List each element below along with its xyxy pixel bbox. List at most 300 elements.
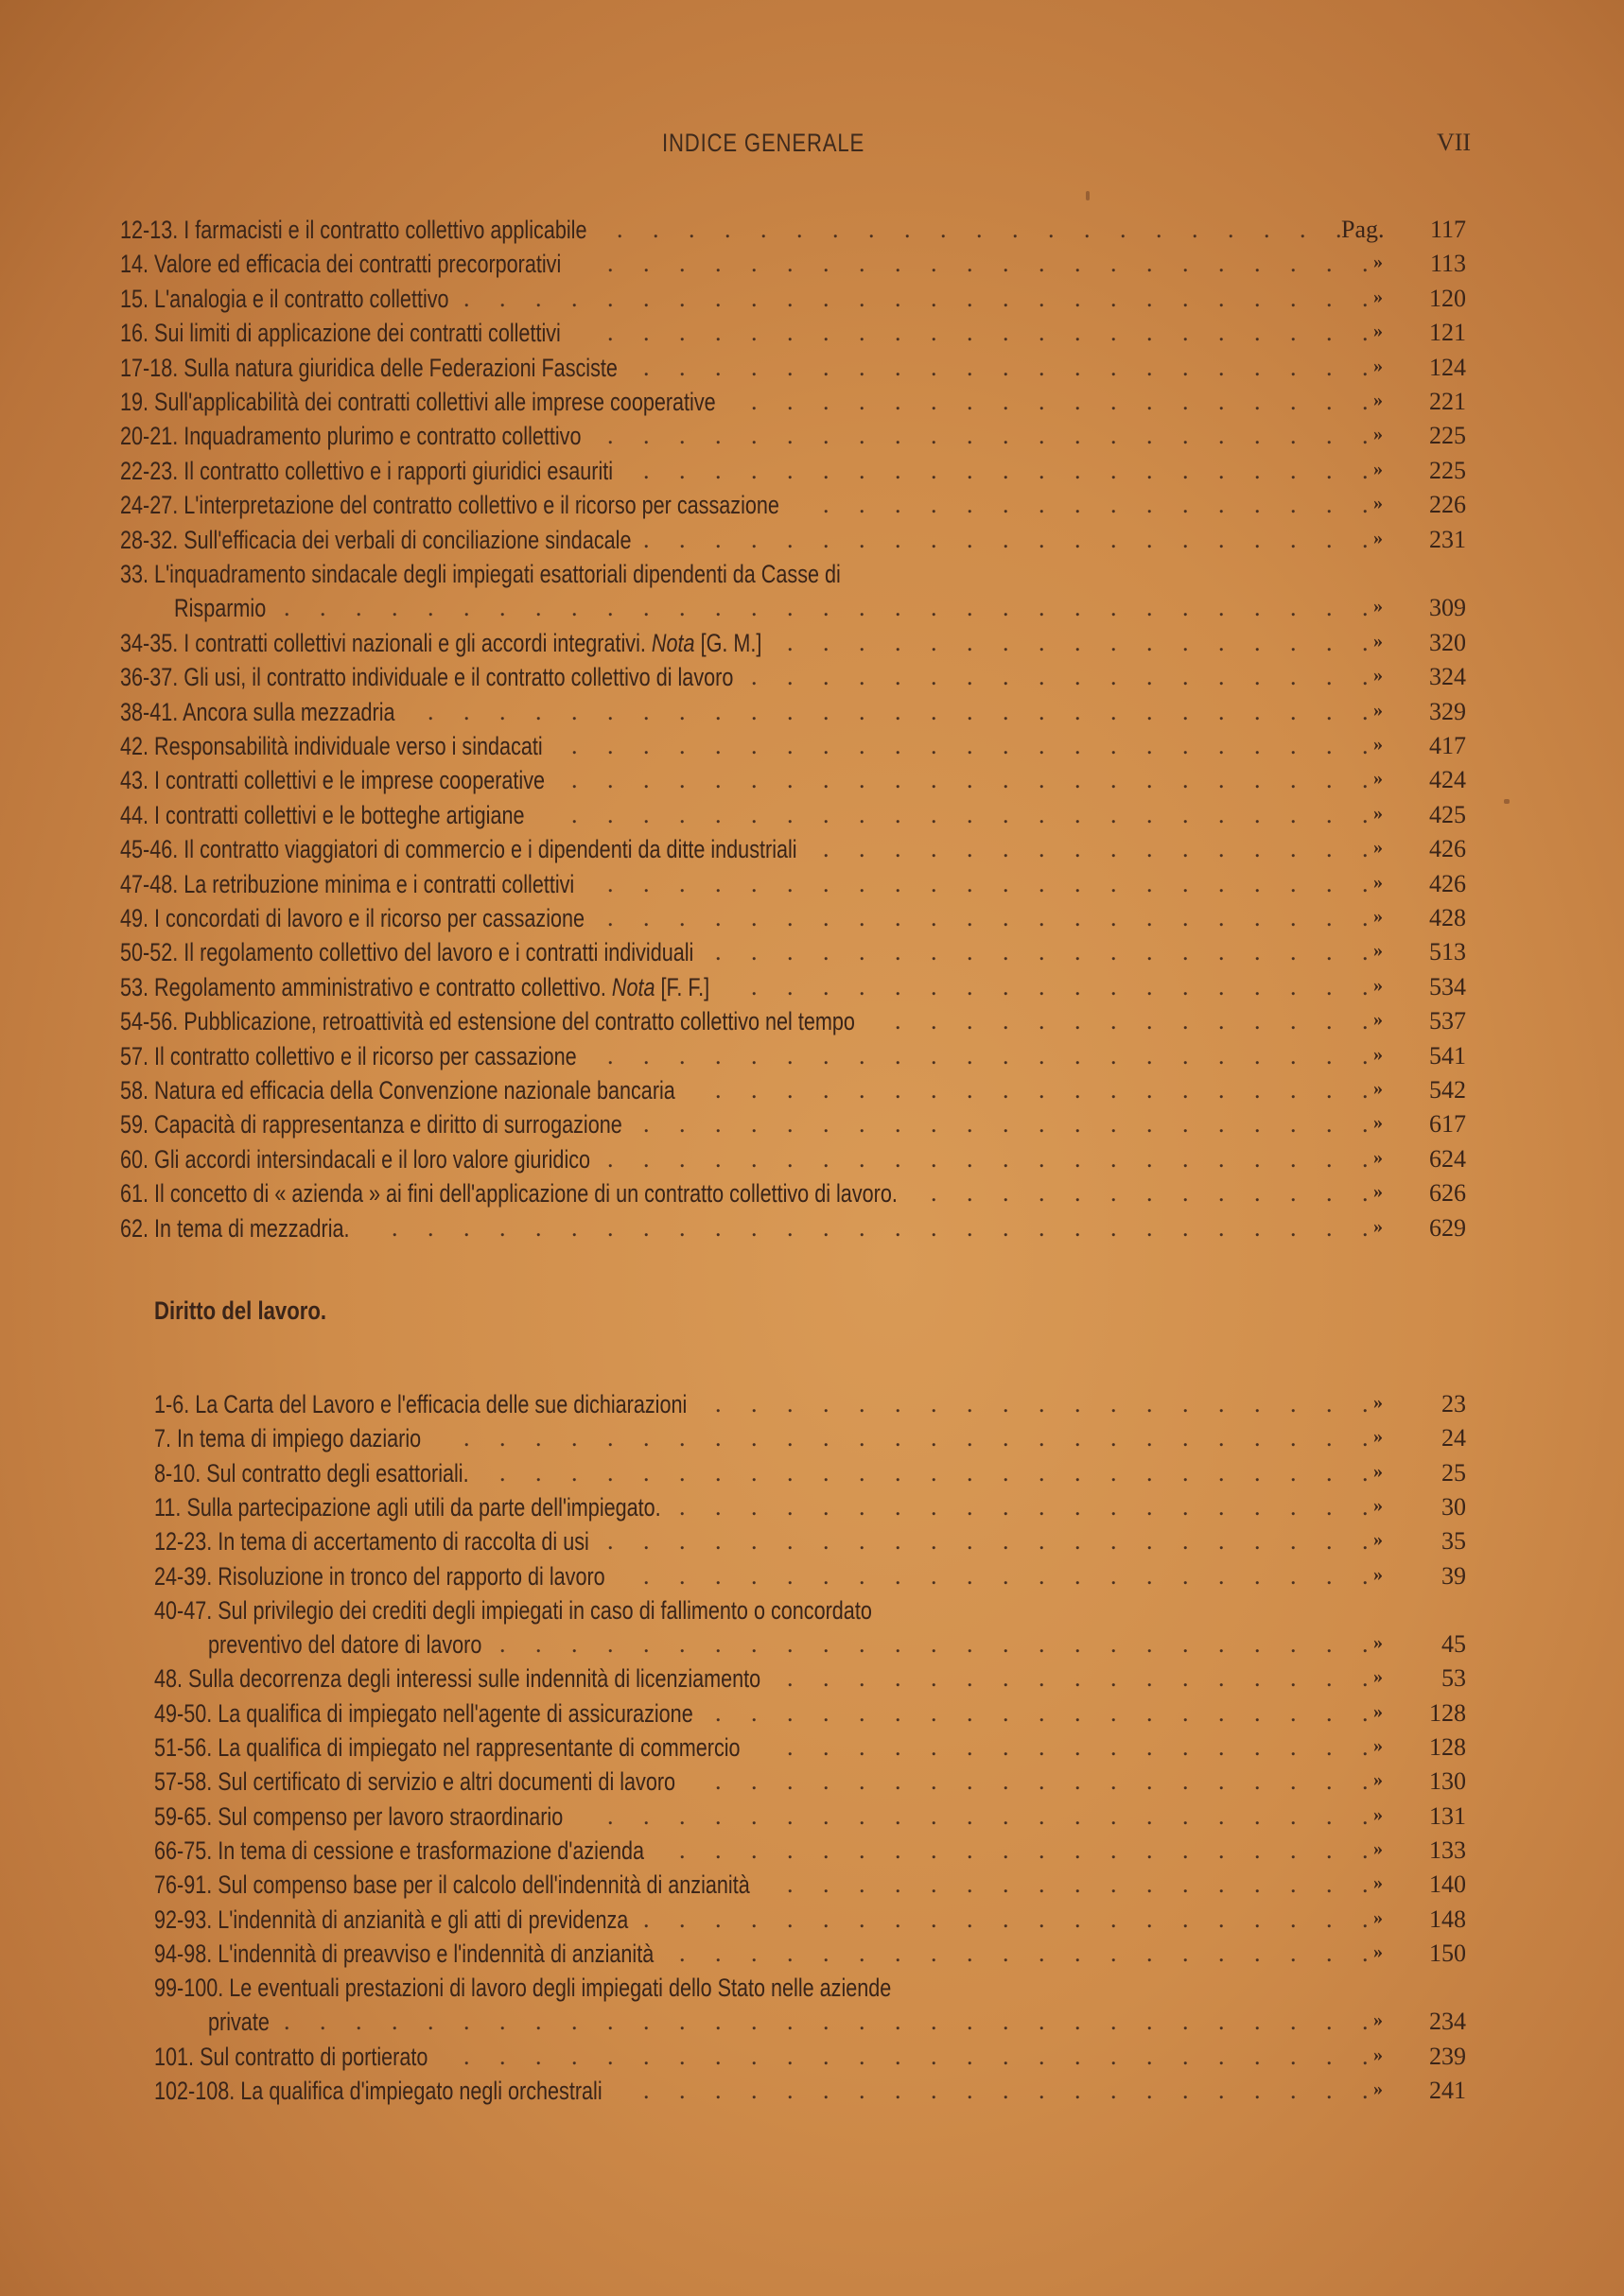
leader-dot: .: [1039, 835, 1045, 863]
entry-note: Nota: [651, 628, 695, 657]
ditto-mark: »: [1373, 699, 1383, 721]
leader-dot: .: [571, 1458, 578, 1487]
leader-dot: .: [967, 1630, 973, 1659]
leader-dot: .: [1326, 1561, 1333, 1590]
leader-dot: .: [643, 284, 650, 312]
leader-dot: .: [1146, 456, 1153, 484]
leader-dot: .: [1326, 1698, 1333, 1727]
leader-dot: .: [1146, 1801, 1153, 1830]
leader-dot: .: [1146, 1144, 1153, 1173]
leader-dot: .: [715, 594, 722, 622]
ditto-mark: »: [1373, 1872, 1383, 1894]
leader-dot: .: [751, 732, 758, 759]
toc-entry[interactable]: [0, 1424, 1624, 1460]
leader-dot: .: [1290, 732, 1297, 759]
leader-dot: .: [1074, 1007, 1081, 1035]
leader-dot: .: [1003, 456, 1009, 484]
leader-dot: .: [1254, 388, 1261, 415]
toc-entry[interactable]: [0, 835, 1624, 871]
leader-dot: .: [1254, 525, 1261, 553]
toc-entry-continuation[interactable]: [0, 594, 1624, 630]
leader-dot: .: [859, 835, 865, 863]
leader-dot: .: [679, 1801, 686, 1830]
toc-entry[interactable]: [0, 2043, 1624, 2079]
leader-dot: .: [1326, 456, 1333, 484]
toc-entry[interactable]: [0, 732, 1624, 768]
entry-title-text: Sul privilegio dei crediti degli impiegati in caso di fallimento o concordato: [218, 1595, 872, 1625]
leader-dot: .: [1218, 1424, 1225, 1452]
entry-title: [154, 1733, 741, 1763]
entry-title-continuation: preventivo del datore di lavoro: [208, 1630, 482, 1660]
leader-dot: .: [1003, 319, 1009, 347]
leader-dot: .: [823, 1213, 829, 1242]
leader-dot: .: [643, 904, 650, 931]
entry-title: [154, 2077, 602, 2106]
toc-entry[interactable]: [0, 526, 1624, 562]
leader-dot: .: [751, 1041, 758, 1070]
leader-dot: .: [1110, 1041, 1117, 1070]
leader-dot: .: [895, 1458, 901, 1487]
leader-dot: .: [607, 904, 614, 931]
leader-dot: .: [859, 1144, 865, 1173]
page-number: 234: [1429, 2008, 1466, 2036]
entry-number: 45-46.: [120, 835, 179, 864]
leader-dot: .: [1182, 1939, 1189, 1967]
entry-number: 42.: [120, 732, 149, 760]
toc-entry[interactable]: [0, 2077, 1624, 2113]
leader-dot: .: [1326, 732, 1333, 759]
leader-dot: .: [1290, 594, 1297, 622]
leader-dot: .: [931, 1527, 937, 1556]
leader-dot: .: [679, 800, 686, 828]
leader-dot: .: [1110, 697, 1117, 725]
leader-dot: .: [1110, 1213, 1117, 1242]
leader-dot: .: [1146, 2008, 1153, 2036]
entry-title-text: Valore ed efficacia dei contratti precorporativi: [154, 250, 562, 279]
page-number: 426: [1429, 869, 1466, 897]
toc-entry[interactable]: [0, 973, 1624, 1009]
leader-dot: .: [787, 1939, 794, 1967]
leader-dot: .: [535, 2008, 542, 2036]
toc-entry[interactable]: [0, 1699, 1624, 1735]
leader-dot: .: [571, 732, 578, 759]
toc-entry[interactable]: [0, 422, 1624, 458]
leader-dot: .: [1182, 2042, 1189, 2070]
leader-dot: .: [1146, 1561, 1153, 1590]
leader-dot: .: [931, 766, 937, 794]
toc-entry[interactable]: [0, 1007, 1624, 1043]
toc-entry[interactable]: [0, 698, 1624, 734]
leader-dot: .: [895, 594, 901, 622]
leader-dot: .: [607, 1144, 614, 1173]
leader-dot: .: [967, 800, 973, 828]
leader-dot: .: [1074, 1870, 1081, 1899]
leader-dot: .: [931, 250, 937, 278]
leader-dot: .: [751, 1424, 758, 1452]
leader-dot: .: [1254, 972, 1261, 1000]
leader-dot: .: [895, 1870, 901, 1899]
leader-dot: .: [1074, 1905, 1081, 1933]
leader-dot: .: [679, 525, 686, 553]
toc-entry-continuation[interactable]: [0, 2008, 1624, 2044]
leader-dot: .: [1326, 594, 1333, 622]
page-number: 542: [1429, 1076, 1466, 1104]
leader-dot: .: [679, 766, 686, 794]
leader-dot: .: [895, 628, 901, 656]
leader-dot: .: [607, 422, 614, 450]
toc-entry[interactable]: [0, 560, 1624, 596]
leader-dot: .: [1290, 1561, 1297, 1590]
leader-dot: .: [1218, 422, 1225, 450]
leader-dot: .: [1039, 388, 1045, 415]
toc-entry[interactable]: [0, 904, 1624, 940]
leader-dot: .: [715, 2008, 722, 2036]
leader-dot: .: [1110, 2077, 1117, 2104]
leader-dot: .: [1146, 525, 1153, 553]
leader-dot: .: [751, 1630, 758, 1659]
page-number: 225: [1429, 456, 1466, 484]
leader-dot: .: [787, 353, 794, 381]
leader-dot: .: [1182, 1492, 1189, 1521]
entry-number: 12-23.: [154, 1527, 213, 1557]
leader-dot: .: [1362, 938, 1369, 966]
leader-dot: .: [715, 904, 722, 931]
entry-title-text: Sulla natura giuridica delle Federazioni Fasciste: [183, 353, 618, 382]
entry-number: 7.: [154, 1424, 172, 1453]
leader-dot: .: [1254, 904, 1261, 931]
leader-dot: .: [859, 904, 865, 931]
leader-dot: .: [463, 1213, 470, 1242]
ditto-mark: »: [1373, 1392, 1383, 1413]
leader-dot: .: [1362, 1007, 1369, 1035]
leader-dot: .: [1074, 1144, 1081, 1173]
toc-entry[interactable]: [0, 457, 1624, 493]
ditto-mark: »: [1373, 355, 1383, 376]
entry-number: 94-98.: [154, 1939, 213, 1968]
leader-dot: .: [1362, 1144, 1369, 1173]
toc-entry[interactable]: [0, 1562, 1624, 1598]
leader-dot: .: [1254, 2008, 1261, 2036]
leader-dot: .: [787, 1492, 794, 1521]
toc-entry[interactable]: [0, 1939, 1624, 1975]
leader-dot: .: [859, 250, 865, 278]
leader-dot: .: [1362, 732, 1369, 759]
ditto-mark: »: [1373, 2079, 1383, 2099]
ditto-mark: »: [1373, 1181, 1383, 1203]
leader-dot: .: [715, 1110, 722, 1139]
leader-dot: .: [1003, 491, 1009, 519]
leader-dot: .: [1362, 1527, 1369, 1556]
leader-dot: .: [787, 2077, 794, 2104]
toc-entry[interactable]: [0, 250, 1624, 286]
leader-dot: .: [1039, 1213, 1045, 1242]
leader-dot: .: [1182, 972, 1189, 1000]
entry-title-text: I concordati di lavoro e il ricorso per cassazione: [154, 904, 585, 932]
leader-dot: .: [1003, 766, 1009, 794]
entry-number: 60.: [120, 1144, 149, 1174]
leader-dot: .: [823, 1835, 829, 1864]
leader-dot: .: [1326, 1041, 1333, 1070]
leader-dot: .: [1110, 353, 1117, 381]
entry-number: 14.: [120, 250, 149, 279]
toc-entry[interactable]: [0, 1390, 1624, 1426]
entry-title: [120, 1042, 577, 1071]
page-number: 221: [1429, 388, 1466, 415]
leader-dot: .: [1039, 1041, 1045, 1070]
leader-dot: .: [967, 1801, 973, 1830]
entry-number: 16.: [120, 319, 149, 348]
leader-dot: .: [859, 2077, 865, 2104]
leader-dot: .: [787, 1767, 794, 1796]
toc-entry[interactable]: [0, 766, 1624, 802]
toc-entry-continuation[interactable]: [0, 1630, 1624, 1666]
leader-dot: .: [931, 628, 937, 656]
toc-entry[interactable]: [0, 1596, 1624, 1632]
toc-entry[interactable]: [0, 1870, 1624, 1906]
leader-dot: .: [679, 1939, 686, 1967]
toc-entry[interactable]: [0, 938, 1624, 974]
entry-title: [120, 870, 574, 899]
ditto-mark: »: [1373, 424, 1383, 445]
entry-title: [120, 216, 586, 245]
leader-dot: .: [967, 1905, 973, 1933]
leader-dot: .: [823, 1110, 829, 1139]
leader-dot: .: [1362, 1390, 1369, 1418]
leader-dot: .: [1074, 697, 1081, 725]
leader-dot: .: [1218, 1492, 1225, 1521]
leader-dot: .: [1182, 663, 1189, 691]
leader-dot: .: [1074, 1835, 1081, 1864]
leader-dot: .: [1218, 1390, 1225, 1418]
toc-entry[interactable]: [0, 1974, 1624, 2009]
leader-dot: .: [1290, 1076, 1297, 1104]
entry-number: 24-39.: [154, 1561, 213, 1591]
leader-dot: .: [859, 1630, 865, 1659]
entry-title-text: L'indennità di anzianità e gli atti di previdenza: [218, 1905, 629, 1934]
entry-title-text: Il contratto collettivo e il ricorso per cassazione: [154, 1041, 577, 1070]
leader-dot: .: [463, 284, 470, 312]
toc-entry[interactable]: [0, 1459, 1624, 1495]
entry-number: 19.: [120, 388, 149, 416]
leader-dot: .: [1074, 938, 1081, 966]
leader-dot: .: [823, 1870, 829, 1899]
leader-dot: .: [931, 1041, 937, 1070]
leader-dot: .: [895, 1390, 901, 1418]
leader-dot: .: [787, 800, 794, 828]
leader-dot: .: [823, 594, 829, 622]
leader-dot: .: [1003, 594, 1009, 622]
leader-dot: .: [1110, 250, 1117, 278]
leader-dot: .: [1290, 1179, 1297, 1208]
toc-entry[interactable]: [0, 1905, 1624, 1941]
leader-dot: .: [715, 422, 722, 450]
ditto-mark: »: [1373, 871, 1383, 893]
entry-title-text: Sull'applicabilità dei contratti collettivi alle imprese cooperative: [154, 388, 716, 416]
leader-dot: .: [859, 2008, 865, 2036]
page-number: 428: [1429, 904, 1466, 931]
leader-dot: .: [1362, 1424, 1369, 1452]
leader-dot: .: [1254, 1007, 1261, 1035]
ditto-mark: »: [1373, 906, 1383, 927]
toc-entry[interactable]: [0, 1042, 1624, 1078]
toc-entry[interactable]: [0, 629, 1624, 665]
leader-dot: .: [787, 1110, 794, 1139]
leader-dot: .: [967, 835, 973, 863]
leader-dot: .: [715, 1527, 722, 1556]
toc-entry[interactable]: [0, 1664, 1624, 1700]
leader-dot: .: [1254, 732, 1261, 759]
leader-dot: .: [967, 250, 973, 278]
toc-entry[interactable]: [0, 1767, 1624, 1803]
leader-dot: .: [931, 904, 937, 931]
leader-dot: .: [967, 1110, 973, 1139]
leader-dot: .: [1326, 697, 1333, 725]
leader-dot: .: [967, 938, 973, 966]
page-number: 226: [1429, 491, 1466, 519]
leader-dot: .: [715, 1076, 722, 1104]
leader-dot: .: [823, 2008, 829, 2036]
toc-entry[interactable]: [0, 388, 1624, 424]
toc-entry[interactable]: [0, 801, 1624, 837]
leader-dot: .: [643, 1144, 650, 1173]
leader-dot: .: [1290, 904, 1297, 931]
leader-dot: .: [1048, 216, 1055, 243]
leader-dot: .: [1218, 732, 1225, 759]
toc-entry[interactable]: [0, 1527, 1624, 1563]
page-number: 329: [1429, 697, 1466, 725]
toc-entry[interactable]: [0, 1214, 1624, 1250]
leader-dot: .: [1182, 1390, 1189, 1418]
leader-dot: .: [607, 732, 614, 759]
leader-dot: .: [895, 1527, 901, 1556]
toc-entry[interactable]: [0, 1493, 1624, 1529]
leader-dot: .: [931, 2042, 937, 2070]
toc-entry[interactable]: [0, 1110, 1624, 1146]
leader-dot: .: [931, 1390, 937, 1418]
entry-number: 57.: [120, 1041, 149, 1070]
entry-title: [120, 1214, 350, 1244]
leader-dot: .: [1003, 800, 1009, 828]
leader-dot: .: [1218, 1007, 1225, 1035]
leader-dot: .: [1218, 1213, 1225, 1242]
leader-dot: .: [787, 1664, 794, 1693]
entry-number: 62.: [120, 1213, 149, 1243]
leader-dot: .: [787, 1801, 794, 1830]
leader-dot: .: [715, 800, 722, 828]
entry-number: 99-100.: [154, 1974, 224, 2003]
toc-entry[interactable]: [0, 663, 1624, 699]
leader-dot: .: [679, 732, 686, 759]
leader-dot: .: [1290, 1424, 1297, 1452]
leader-dot: .: [751, 525, 758, 553]
leader-dot: .: [1290, 1630, 1297, 1659]
leader-dot: .: [823, 1424, 829, 1452]
ditto-mark: »: [1373, 1460, 1383, 1482]
toc-entry[interactable]: [0, 1076, 1624, 1112]
leader-dot: .: [751, 594, 758, 622]
toc-entry[interactable]: [0, 1179, 1624, 1215]
toc-entry[interactable]: [0, 354, 1624, 390]
toc-entry[interactable]: [0, 1836, 1624, 1872]
toc-entry[interactable]: [0, 491, 1624, 527]
leader-dot: .: [1290, 938, 1297, 966]
entry-title: [154, 1390, 687, 1419]
leader-dot: .: [859, 800, 865, 828]
leader-dot: .: [1326, 1664, 1333, 1693]
leader-dot: .: [1110, 1076, 1117, 1104]
leader-dot: .: [931, 1905, 937, 1933]
leader-dot: .: [1254, 1144, 1261, 1173]
leader-dot: .: [931, 422, 937, 450]
entry-number: 34-35.: [120, 628, 179, 657]
toc-entry[interactable]: [0, 319, 1624, 355]
leader-dot: .: [1039, 1630, 1045, 1659]
leader-dot: .: [1362, 1213, 1369, 1242]
leader-dot: .: [751, 1527, 758, 1556]
leader-dot: .: [1218, 663, 1225, 691]
toc-entry[interactable]: [0, 870, 1624, 906]
leader-dot: .: [787, 1630, 794, 1659]
leader-dot: .: [1182, 1561, 1189, 1590]
leader-dot: .: [679, 284, 686, 312]
leader-dot: .: [607, 1458, 614, 1487]
leader-dot: .: [895, 1939, 901, 1967]
entry-title-text: Sul compenso per lavoro straordinario: [218, 1801, 564, 1831]
leader-dot: .: [1326, 1076, 1333, 1104]
leader-dot: .: [1039, 938, 1045, 966]
toc-entry[interactable]: [0, 1145, 1624, 1181]
leader-dot: .: [1290, 1458, 1297, 1487]
leader-dot: .: [1003, 1801, 1009, 1830]
leader-dot: .: [643, 250, 650, 278]
leader-dot: .: [1074, 1939, 1081, 1967]
leader-dot: .: [1039, 2077, 1045, 2104]
toc-entry[interactable]: [0, 285, 1624, 321]
entry-title: [154, 1493, 661, 1522]
leader-dot: .: [715, 250, 722, 278]
leader-dot: .: [823, 2042, 829, 2070]
leader-dot: .: [499, 594, 506, 622]
leader-dot: .: [787, 2042, 794, 2070]
page-number: 417: [1429, 732, 1466, 759]
entry-title-text: Il contratto collettivo e i rapporti giuridici esauriti: [183, 456, 614, 485]
leader-dot: .: [1110, 1870, 1117, 1899]
entry-title: [154, 1802, 563, 1832]
entry-title-text: Sul contratto degli esattoriali.: [206, 1458, 469, 1487]
entry-number: 58.: [120, 1076, 149, 1105]
leader-dot: .: [859, 388, 865, 415]
leader-dot: .: [1362, 800, 1369, 828]
leader-dot: .: [823, 525, 829, 553]
leader-dot: .: [1182, 938, 1189, 966]
leader-dot: .: [571, 766, 578, 794]
leader-dot: .: [1074, 1390, 1081, 1418]
leader-dot: .: [1362, 1110, 1369, 1139]
leader-dot: .: [1362, 766, 1369, 794]
toc-entry[interactable]: [0, 1733, 1624, 1769]
entry-title-text: Il concetto di « azienda » ai fini dell'applicazione di un contratto collettivo di lavoro.: [154, 1179, 898, 1209]
leader-dot: .: [1182, 1905, 1189, 1933]
toc-entry[interactable]: [0, 1802, 1624, 1838]
leader-dot: .: [1110, 1767, 1117, 1796]
leader-dot: .: [535, 1424, 542, 1452]
leader-dot: .: [751, 766, 758, 794]
leader-dot: .: [823, 800, 829, 828]
toc-entry[interactable]: [0, 216, 1624, 252]
leader-dot: .: [823, 250, 829, 278]
leader-dot: .: [1039, 1110, 1045, 1139]
leader-dot: .: [751, 422, 758, 450]
